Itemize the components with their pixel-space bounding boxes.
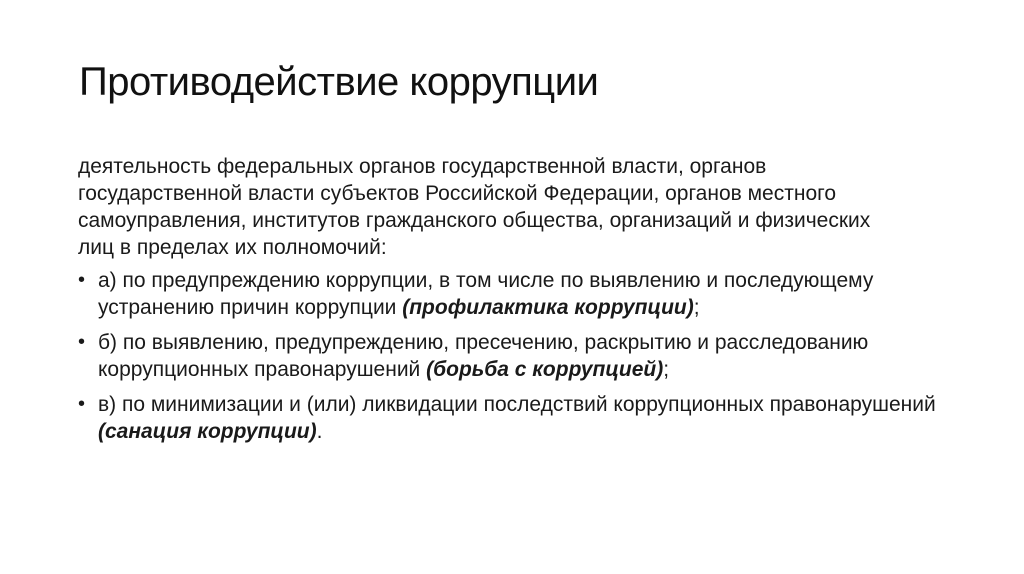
bullet-icon: • (78, 269, 86, 291)
slide-title: Противодействие коррупции (79, 60, 599, 104)
list-item-end: ; (663, 358, 670, 381)
list-item-end: . (316, 420, 323, 443)
list-item (78, 391, 958, 445)
list-item (78, 329, 878, 383)
slide-body (78, 153, 958, 453)
bullet-icon: • (78, 393, 86, 415)
bullet-icon: • (78, 331, 86, 353)
list-item-text: в) по минимизации и (или) ликвидации последствий коррупционных правонарушений (98, 393, 936, 416)
list-item-emphasis: (санация коррупции) (98, 420, 317, 443)
list-item (78, 267, 878, 321)
list-item-text: а) по предупреждению коррупции, в том числе по выявлению и последующему устранению причин коррупции (98, 269, 874, 319)
list-item-end: ; (693, 296, 700, 319)
bullet-list (78, 267, 958, 445)
list-item-emphasis: (профилактика коррупции) (402, 296, 694, 319)
intro-paragraph: деятельность федеральных органов государственной власти, органов государственной власти субъектов Российской Федерации, органов местного самоуправления, институтов гражданского общества, организаций и физических лиц в пределах их полномочий: (78, 155, 871, 259)
list-item-text: б) по выявлению, предупреждению, пресечению, раскрытию и расследованию коррупционных правонарушений (98, 331, 869, 381)
list-item-emphasis: (борьба с коррупцией) (426, 358, 664, 381)
